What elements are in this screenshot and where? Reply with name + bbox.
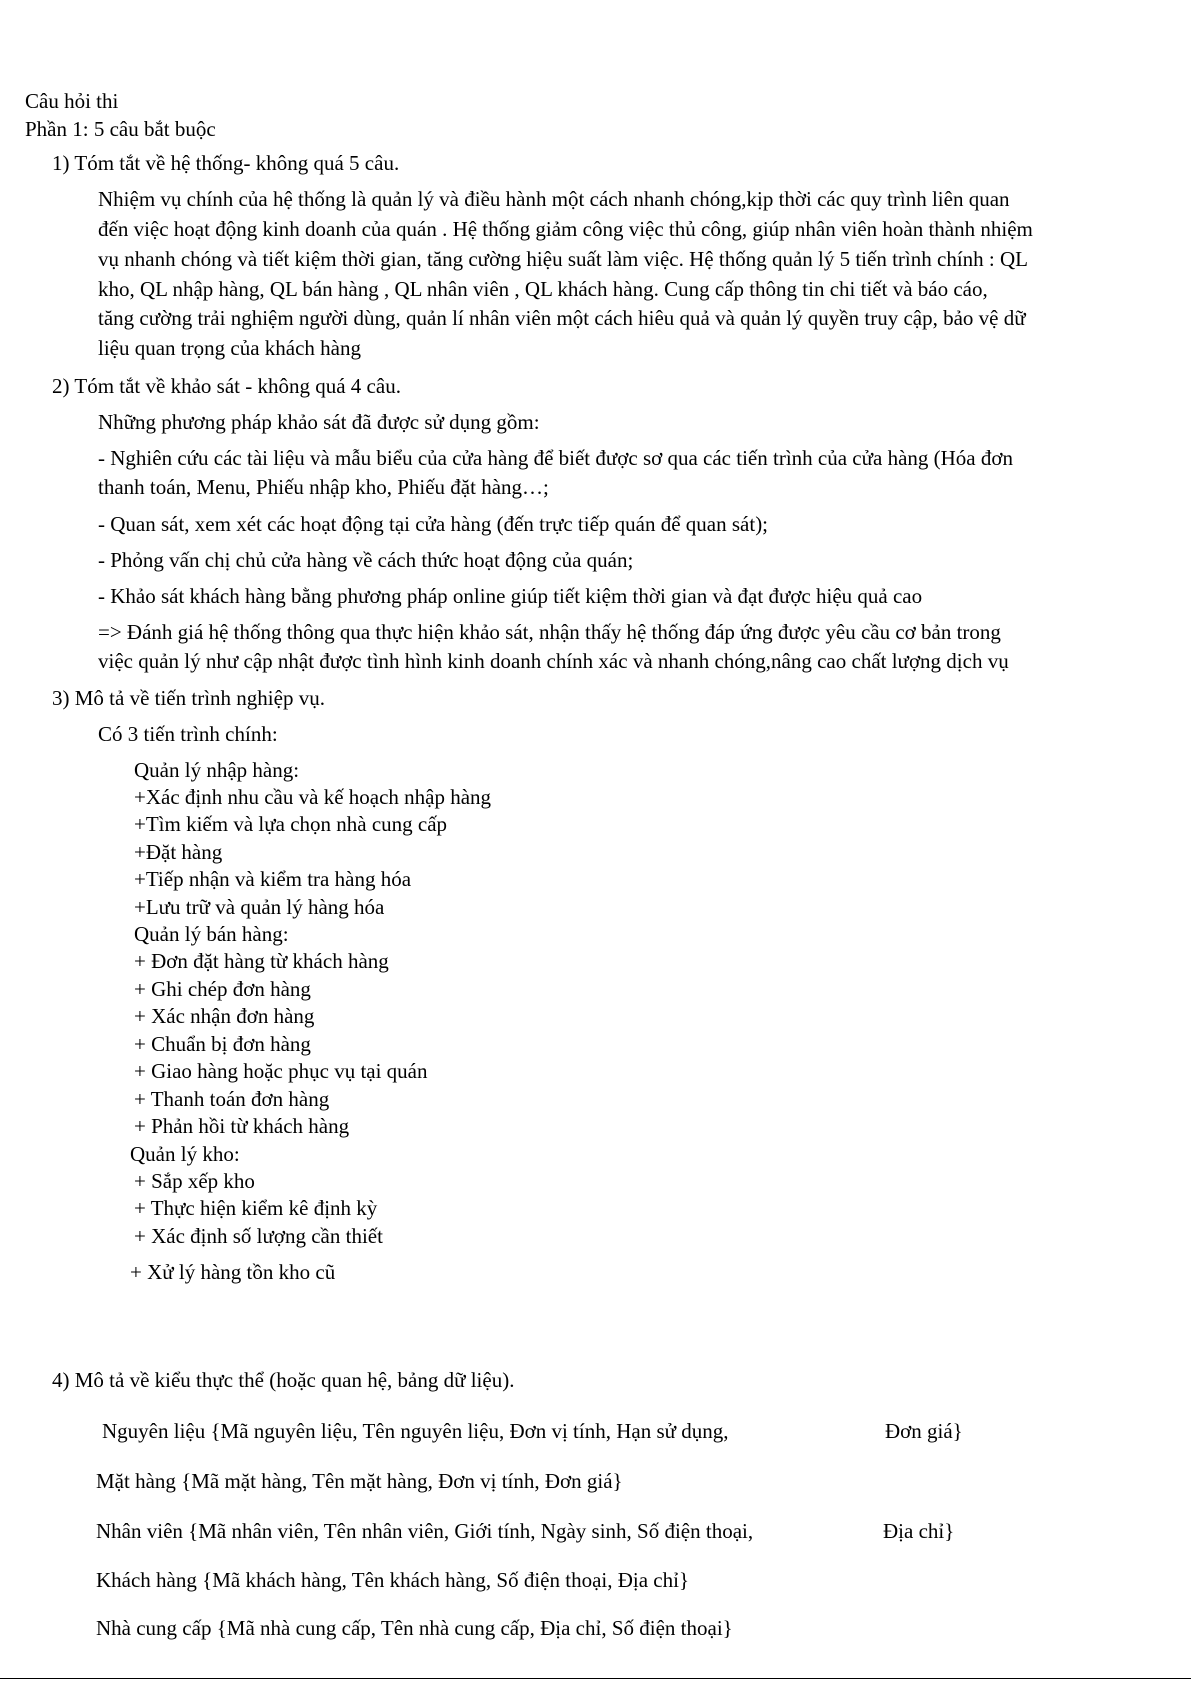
q3-process-heading: Quản lý bán hàng:	[134, 922, 289, 946]
q3-process-heading: Quản lý nhập hàng:	[134, 758, 300, 782]
q3-step: + Xác định số lượng cần thiết	[134, 1224, 383, 1248]
q3-step: + Giao hàng hoặc phục vụ tại quán	[134, 1059, 428, 1083]
q3-step: +Xác định nhu cầu và kế hoạch nhập hàng	[134, 785, 492, 809]
q3-step: + Xác nhận đơn hàng	[134, 1004, 315, 1028]
q2-line: - Khảo sát khách hàng bằng phương pháp online giúp tiết kiệm thời gian và đạt được hiệu quả cao	[98, 584, 923, 608]
entity-line-tail: Địa chỉ}	[883, 1519, 955, 1543]
q3-heading: 3) Mô tả về tiến trình nghiệp vụ.	[52, 686, 325, 710]
entity-line: Mặt hàng {Mã mặt hàng, Tên mặt hàng, Đơn vị tính, Đơn giá}	[96, 1469, 623, 1493]
q3-step: +Tiếp nhận và kiểm tra hàng hóa	[134, 867, 412, 891]
q2-heading: 2) Tóm tắt về khảo sát - không quá 4 câu.	[52, 374, 401, 398]
page-bottom-rule	[0, 1678, 1191, 1679]
q1-line: liệu quan trọng của khách hàng	[98, 336, 361, 360]
q2-line: thanh toán, Menu, Phiếu nhập kho, Phiếu đặt hàng…;	[98, 475, 549, 499]
q3-step: + Chuẩn bị đơn hàng	[134, 1032, 311, 1056]
q2-line: Những phương pháp khảo sát đã được sử dụng gồm:	[98, 410, 540, 434]
q3-step: + Thanh toán đơn hàng	[134, 1087, 330, 1111]
q2-line: => Đánh giá hệ thống thông qua thực hiện khảo sát, nhận thấy hệ thống đáp ứng được yêu cầu cơ bản trong	[98, 620, 1001, 644]
q1-line: đến việc hoạt động kinh doanh của quán . Hệ thống giảm công việc thủ công, giúp nhân viên hoàn thành nhiệm	[98, 217, 1033, 241]
q3-step: +Lưu trữ và quản lý hàng hóa	[134, 895, 385, 919]
part-label: Phần 1: 5 câu bắt buộc	[25, 117, 216, 141]
q2-line: - Quan sát, xem xét các hoạt động tại cửa hàng (đến trực tiếp quán để quan sát);	[98, 512, 769, 536]
q2-line: - Phỏng vấn chị chủ cửa hàng về cách thức hoạt động của quán;	[98, 548, 634, 572]
entity-line: Nhân viên {Mã nhân viên, Tên nhân viên, Giới tính, Ngày sinh, Số điện thoại,	[96, 1519, 754, 1543]
q3-step: + Thực hiện kiểm kê định kỳ	[134, 1196, 378, 1220]
q3-step: + Sắp xếp kho	[134, 1169, 255, 1193]
q3-step: + Ghi chép đơn hàng	[134, 977, 311, 1001]
entity-line: Nguyên liệu {Mã nguyên liệu, Tên nguyên liệu, Đơn vị tính, Hạn sử dụng,	[102, 1419, 729, 1443]
q1-line: vụ nhanh chóng và tiết kiệm thời gian, tăng cường hiệu suất làm việc. Hệ thống quản lý 5 tiến trình chính : QL	[98, 247, 1028, 271]
q2-line: việc quản lý như cập nhật được tình hình kinh doanh chính xác và nhanh chóng,nâng cao chất lượng dịch vụ	[98, 649, 1009, 673]
q3-step: +Đặt hàng	[134, 840, 223, 864]
entity-line-tail: Đơn giá}	[885, 1419, 963, 1443]
entity-line: Khách hàng {Mã khách hàng, Tên khách hàng, Số điện thoại, Địa chỉ}	[96, 1568, 690, 1592]
q3-intro: Có 3 tiến trình chính:	[98, 722, 278, 746]
entity-line: Nhà cung cấp {Mã nhà cung cấp, Tên nhà cung cấp, Địa chỉ, Số điện thoại}	[96, 1616, 733, 1640]
q2-line: - Nghiên cứu các tài liệu và mẫu biểu của cửa hàng để biết được sơ qua các tiến trình của cửa hàng (Hóa đơn	[98, 446, 1013, 470]
q3-process-heading: Quản lý kho:	[130, 1142, 240, 1166]
q1-heading: 1) Tóm tắt về hệ thống- không quá 5 câu.	[52, 151, 400, 175]
q3-step: + Đơn đặt hàng từ khách hàng	[134, 949, 389, 973]
q1-line: Nhiệm vụ chính của hệ thống là quản lý và điều hành một cách nhanh chóng,kịp thời các quy trình liên quan	[98, 187, 1010, 211]
doc-title: Câu hỏi thi	[25, 89, 119, 113]
q4-heading: 4) Mô tả về kiểu thực thể (hoặc quan hệ, bảng dữ liệu).	[52, 1368, 515, 1392]
q3-step: +Tìm kiếm và lựa chọn nhà cung cấp	[134, 812, 448, 836]
q1-line: kho, QL nhập hàng, QL bán hàng , QL nhân viên , QL khách hàng. Cung cấp thông tin chi tiết và báo cáo,	[98, 277, 988, 301]
q1-line: tăng cường trải nghiệm người dùng, quản lí nhân viên một cách hiêu quả và quản lý quyền truy cập, bảo vệ dữ	[98, 306, 1026, 330]
q3-step: + Phản hồi từ khách hàng	[134, 1114, 350, 1138]
q3-step: + Xử lý hàng tồn kho cũ	[130, 1260, 336, 1284]
